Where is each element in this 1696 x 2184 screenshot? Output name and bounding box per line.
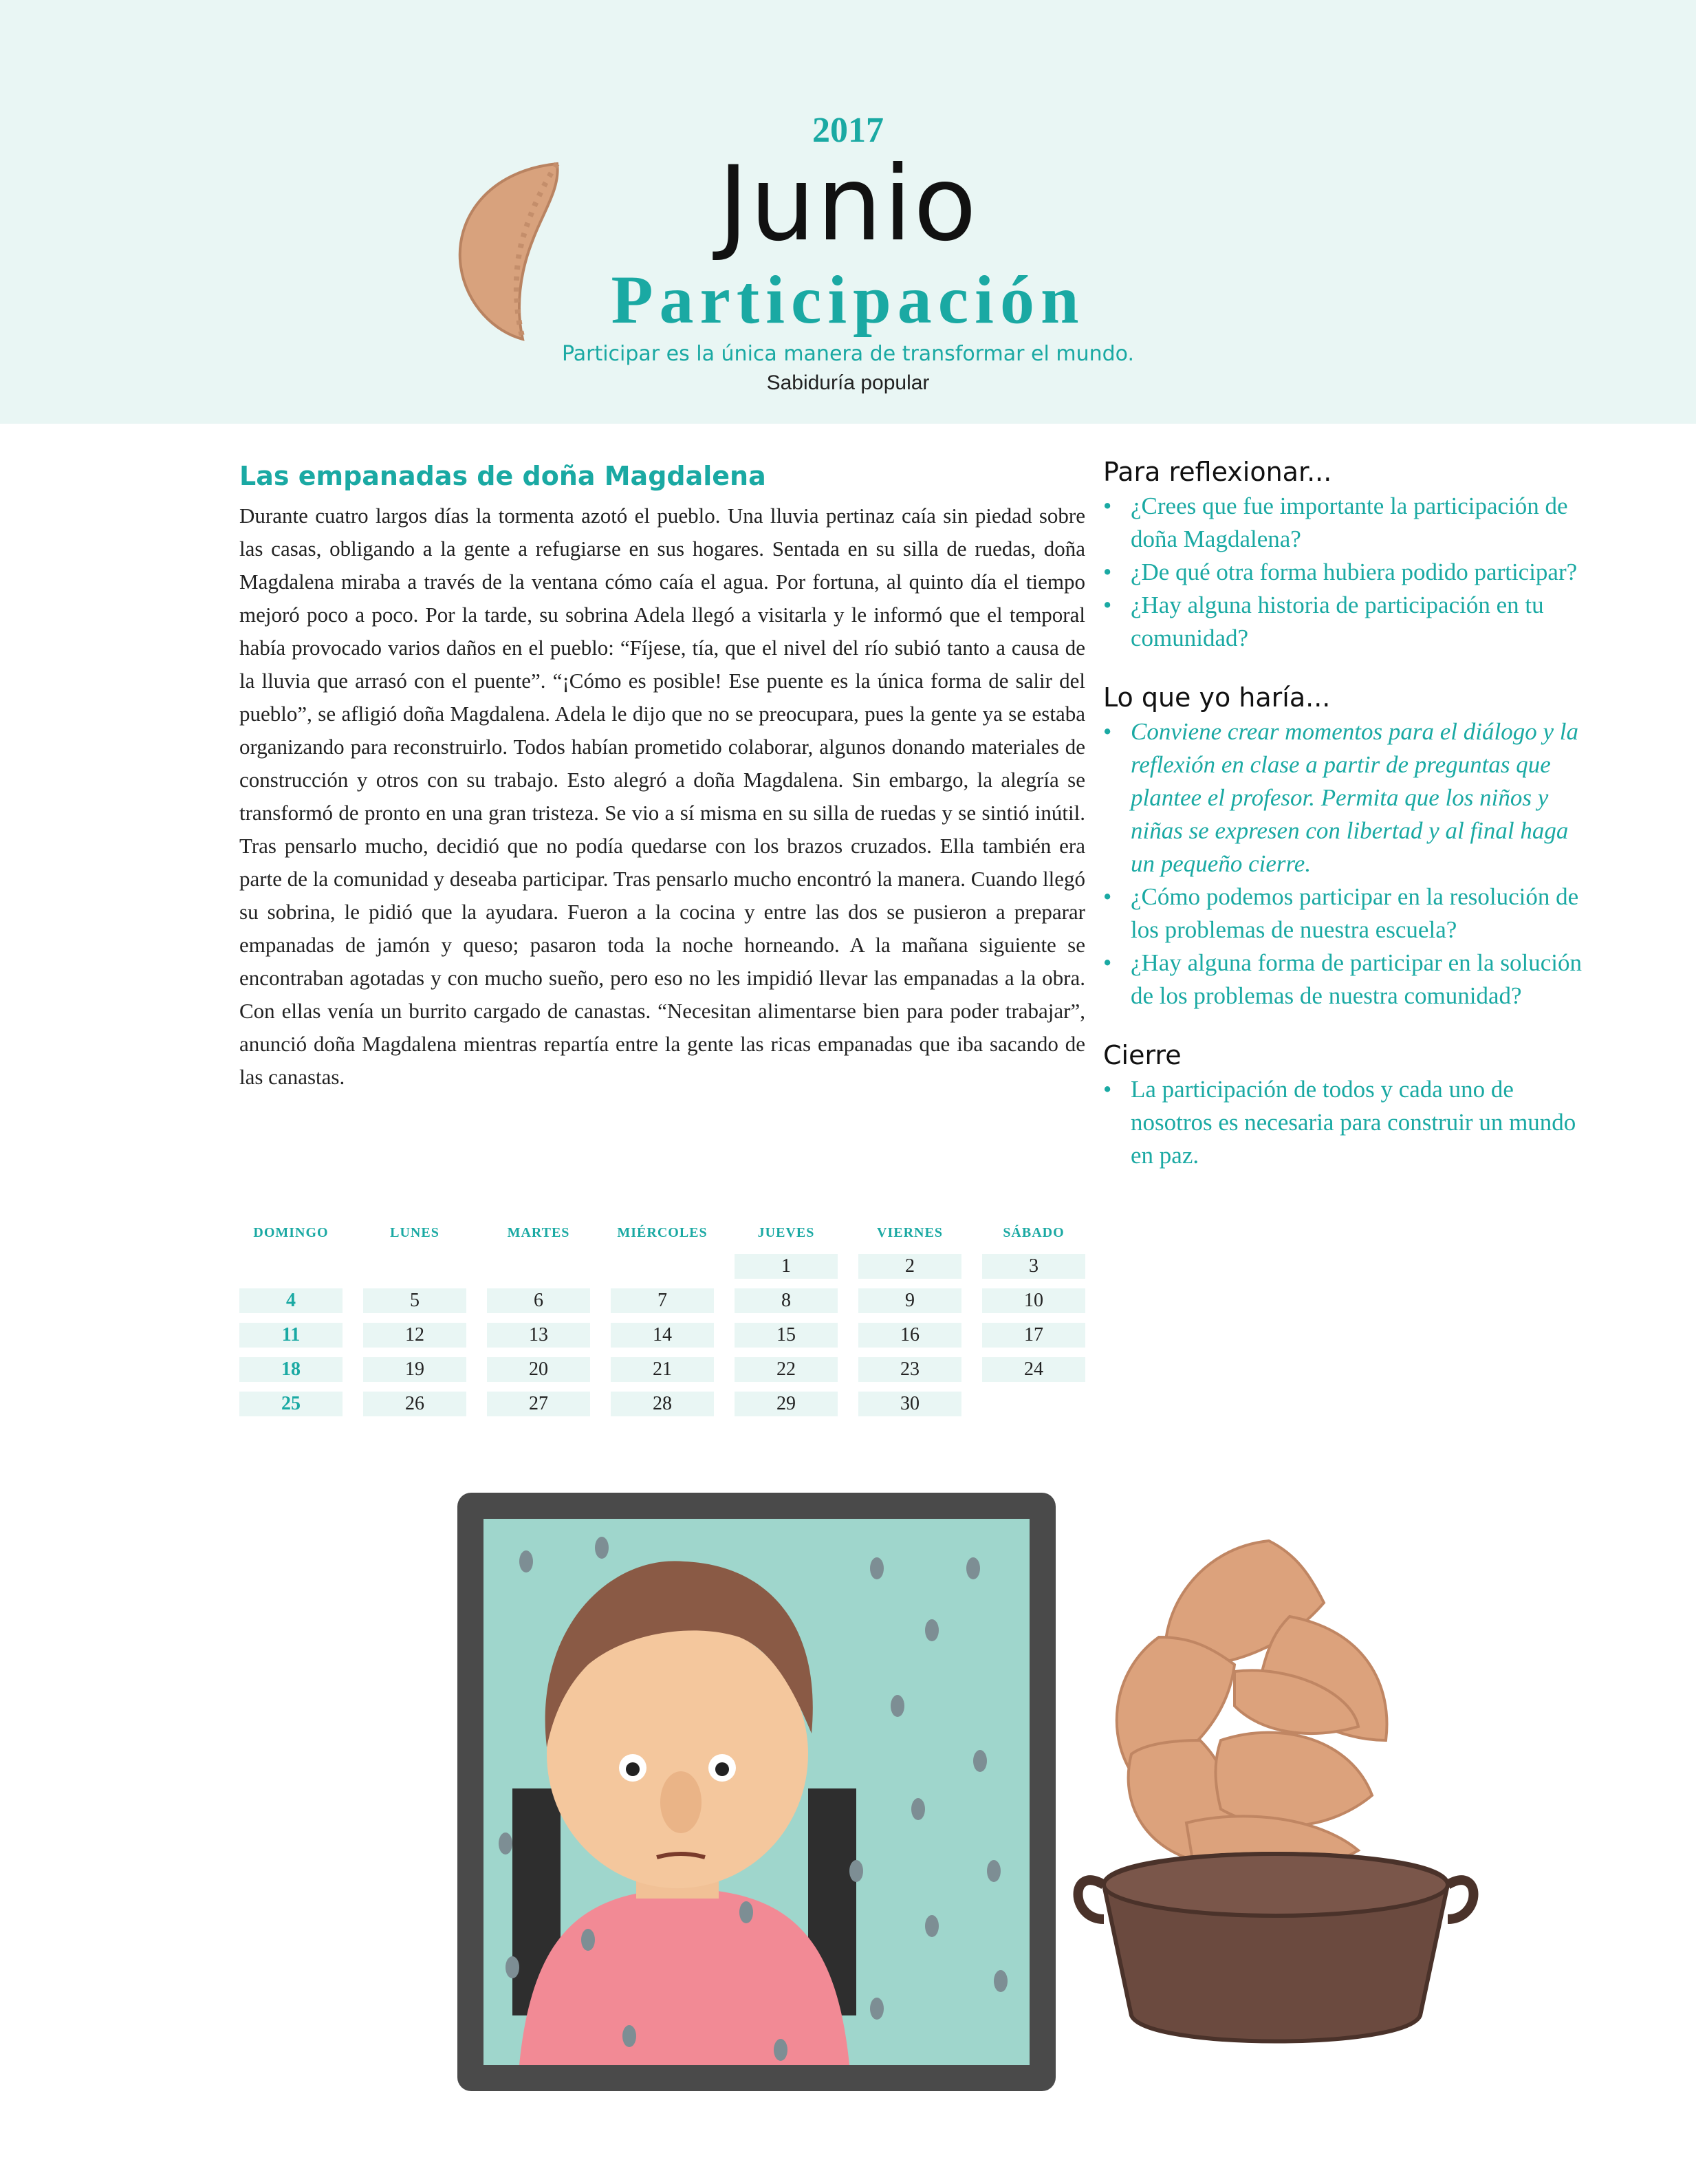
basket-handle-right-icon	[1448, 1880, 1474, 1919]
weekday-label: MIÉRCOLES	[617, 1225, 708, 1240]
reflect-title: Para reflexionar...	[1103, 457, 1332, 487]
calendar-week	[239, 1319, 1087, 1353]
calendar-day: 12	[363, 1323, 466, 1348]
basket-handle-left-icon	[1078, 1880, 1105, 1919]
calendar-day: 14	[611, 1323, 714, 1348]
calendar-day: 23	[858, 1357, 961, 1382]
bullet-icon: •	[1103, 592, 1112, 618]
quote-source: Sabiduría popular	[766, 371, 930, 394]
calendar-day: 17	[982, 1323, 1085, 1348]
calendar-year: 2017	[812, 111, 884, 150]
sidebar	[1103, 457, 1585, 1200]
theme-title: Participación	[611, 261, 1085, 338]
calendar-day: 9	[858, 1288, 961, 1313]
story-title: Las empanadas de doña Magdalena	[239, 461, 766, 491]
calendar-day: 3	[982, 1254, 1085, 1279]
bullet-icon: •	[1103, 718, 1112, 745]
calendar-day: 20	[487, 1357, 590, 1382]
list-item: • Conviene crear momentos para el diálogo y la reflexión en clase a partir de preguntas que plantee el profesor. Permita que los niños y niñas se expresen con libertad y al final haga un pequeño cierre.	[1103, 715, 1585, 880]
weekday-label: LUNES	[390, 1225, 439, 1240]
calendar-day: 5	[363, 1288, 466, 1313]
calendar-day: 16	[858, 1323, 961, 1348]
month-title: Junio	[718, 144, 978, 264]
list-item: • ¿Hay alguna forma de participar en la solución de los problemas de nuestra comunidad?	[1103, 947, 1585, 1013]
would-do-list	[1103, 715, 1585, 1013]
list-item: • ¿Crees que fue importante la participación de doña Magdalena?	[1103, 490, 1585, 556]
closing-title: Cierre	[1103, 1040, 1182, 1070]
bullet-icon: •	[1103, 1076, 1112, 1103]
calendar-day: 21	[611, 1357, 714, 1382]
calendar-week	[239, 1250, 1087, 1284]
calendar-day: 8	[735, 1288, 838, 1313]
calendar-week	[239, 1387, 1087, 1422]
closing-list	[1103, 1073, 1585, 1172]
calendar-day: 29	[735, 1392, 838, 1416]
calendar-day: 1	[735, 1254, 838, 1279]
calendar-week	[239, 1353, 1087, 1387]
calendar-day: 4	[239, 1288, 343, 1313]
weekday-label: SÁBADO	[1003, 1225, 1065, 1240]
calendar-day: 26	[363, 1392, 466, 1416]
weekday-label: MARTES	[507, 1225, 570, 1240]
calendar-day: 2	[858, 1254, 961, 1279]
empanada-basket-illustration	[1063, 1534, 1489, 2064]
bullet-icon: •	[1103, 949, 1112, 976]
bullet-icon: •	[1103, 559, 1112, 585]
list-item: • La participación de todos y cada uno de nosotros es necesaria para construir un mundo en paz.	[1103, 1073, 1585, 1172]
quote-text: Participar es la única manera de transformar el mundo.	[561, 342, 1135, 366]
reflect-list	[1103, 490, 1585, 655]
bullet-icon: •	[1103, 493, 1112, 519]
calendar-day: 18	[239, 1357, 343, 1382]
calendar-day: 24	[982, 1357, 1085, 1382]
weekday-label: VIERNES	[877, 1225, 943, 1240]
calendar-day: 27	[487, 1392, 590, 1416]
calendar-day: 13	[487, 1323, 590, 1348]
list-item: • ¿Hay alguna historia de participación en tu comunidad?	[1103, 589, 1585, 655]
story-body: Durante cuatro largos días la tormenta azotó el pueblo. Una lluvia pertinaz caía sin piedad sobre las casas, obligando a la gente a refugiarse en sus hogares. Sentada en su silla de ruedas, doña Magdalena miraba a través de la ventana cómo caía el agua. Por fortuna, al quinto día el tiempo mejoró poco a poco. Por la tarde, su sobrina Adela llegó a visitarla y le informó que el temporal había provocado varios daños en el pueblo: “Fíjese, tía, que el nivel del río subió tanto a causa de la lluvia que arrasó con el puente”. “¡Cómo es posible! Ese puente es la única forma de salir del pueblo”, se afligió doña Magdalena. Adela le dijo que no se preocupara, pues la gente ya se estaba organizando para reconstruirlo. Todos habían prometido colaborar, algunos donando materiales de construcción y otros con su trabajo. Esto alegró a doña Magdalena. Sin embargo, la alegría se transformó de pronto en una gran tristeza. Se vio a sí misma en su silla de ruedas y se sintió inútil. Tras pensarlo mucho, decidió que no podía quedarse con los brazos cruzados. Ella también era parte de la comunidad y deseaba participar. Tras pensarlo mucho encontró la manera. Cuando llegó su sobrina, le pidió que la ayudara. Fueron a la cocina y entre las dos se pusieron a preparar empanadas de jamón y queso; pasaron toda la noche horneando. A la mañana siguiente se encontraban agotadas y con mucho sueño, pero eso no les impidió llevar las empanadas a la obra. Con ellas venía un burrito cargado de canastas. “Necesitan alimentarse bien para poder trabajar”, anunció doña Magdalena mientras repartía entre la gente las ricas empanadas que iba sacando de las canastas.	[239, 504, 1085, 1089]
calendar-day: 11	[239, 1323, 343, 1348]
calendar-day: 15	[735, 1323, 838, 1348]
month-calendar	[239, 1220, 1087, 1422]
calendar-day: 22	[735, 1357, 838, 1382]
list-item: • ¿Cómo podemos participar en la resolución de los problemas de nuestra escuela?	[1103, 880, 1585, 947]
calendar-day: 25	[239, 1392, 343, 1416]
calendar-day: 7	[611, 1288, 714, 1313]
would-do-title: Lo que yo haría...	[1103, 682, 1331, 713]
empanadas-pile-icon	[1117, 1541, 1387, 1876]
bullet-icon: •	[1103, 883, 1112, 910]
calendar-day: 19	[363, 1357, 466, 1382]
calendar-day: 28	[611, 1392, 714, 1416]
calendar-header	[239, 1220, 1087, 1250]
list-item: • ¿De qué otra forma hubiera podido participar?	[1103, 556, 1585, 589]
window-illustration	[450, 1486, 1063, 2098]
story-section	[239, 461, 1085, 1094]
calendar-day: 30	[858, 1392, 961, 1416]
nose-icon	[660, 1771, 702, 1833]
weekday-label: DOMINGO	[253, 1225, 329, 1240]
calendar-day: 6	[487, 1288, 590, 1313]
calendar-week	[239, 1284, 1087, 1319]
weekday-label: JUEVES	[757, 1225, 815, 1240]
calendar-day: 10	[982, 1288, 1085, 1313]
